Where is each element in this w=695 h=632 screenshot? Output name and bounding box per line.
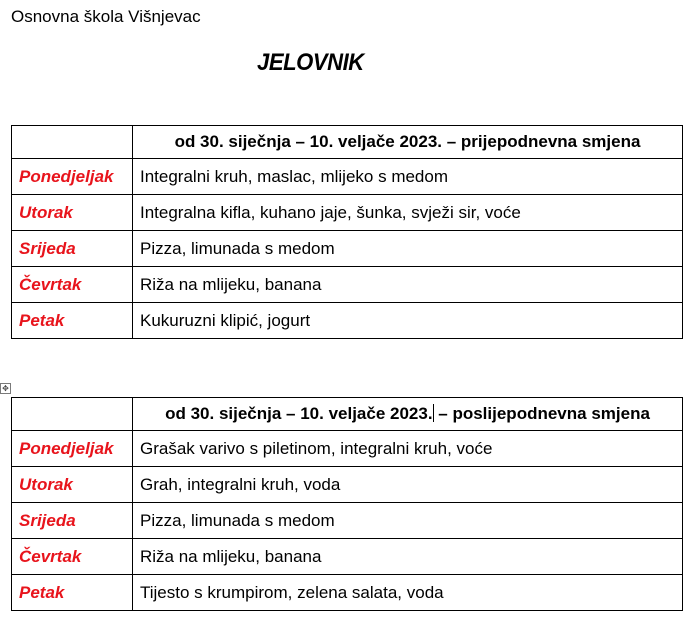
- day-cell[interactable]: Ponedjeljak: [12, 159, 133, 195]
- meal-cell[interactable]: Integralni kruh, maslac, mlijeko s medom: [133, 159, 683, 195]
- period-header[interactable]: od 30. siječnja – 10. veljače 2023. – prijepodnevna smjena: [133, 126, 683, 159]
- period-header[interactable]: [133, 398, 683, 431]
- table-corner-cell[interactable]: [12, 398, 133, 431]
- school-name: Osnovna škola Višnjevac: [11, 7, 201, 26]
- meal-cell[interactable]: Riža na mlijeku, banana: [133, 539, 683, 575]
- meal-cell[interactable]: Grašak varivo s piletinom, integralni kruh, voće: [133, 431, 683, 467]
- table-row: [12, 503, 683, 539]
- table-row: [12, 303, 683, 339]
- table-row: [12, 431, 683, 467]
- day-cell[interactable]: Utorak: [12, 467, 133, 503]
- day-cell[interactable]: Petak: [12, 303, 133, 339]
- move-icon[interactable]: ✥: [0, 383, 11, 394]
- day-cell[interactable]: Ponedjeljak: [12, 431, 133, 467]
- day-cell[interactable]: Petak: [12, 575, 133, 611]
- table-row: [12, 467, 683, 503]
- meal-cell[interactable]: Tijesto s krumpirom, zelena salata, voda: [133, 575, 683, 611]
- meal-cell[interactable]: Kukuruzni klipić, jogurt: [133, 303, 683, 339]
- document-title: JELOVNIK: [257, 49, 364, 76]
- meal-cell[interactable]: Grah, integralni kruh, voda: [133, 467, 683, 503]
- menu-table-morning: [11, 125, 683, 339]
- table-row: [12, 575, 683, 611]
- table-header-row: [12, 126, 683, 159]
- day-cell[interactable]: Čevrtak: [12, 539, 133, 575]
- day-cell[interactable]: Utorak: [12, 195, 133, 231]
- meal-cell[interactable]: Riža na mlijeku, banana: [133, 267, 683, 303]
- meal-cell[interactable]: Pizza, limunada s medom: [133, 231, 683, 267]
- day-cell[interactable]: Srijeda: [12, 231, 133, 267]
- table-row: [12, 195, 683, 231]
- table-corner-cell[interactable]: [12, 126, 133, 159]
- meal-cell[interactable]: Pizza, limunada s medom: [133, 503, 683, 539]
- table-row: [12, 159, 683, 195]
- table-row: [12, 267, 683, 303]
- day-cell[interactable]: Čevrtak: [12, 267, 133, 303]
- menu-table-afternoon: [11, 397, 683, 611]
- period-header-part2: – poslijepodnevna smjena: [433, 404, 650, 423]
- day-cell[interactable]: Srijeda: [12, 503, 133, 539]
- table-row: [12, 539, 683, 575]
- table-header-row: [12, 398, 683, 431]
- meal-cell[interactable]: Integralna kifla, kuhano jaje, šunka, svježi sir, voće: [133, 195, 683, 231]
- period-header-part1: od 30. siječnja – 10. veljače 2023.: [165, 404, 433, 423]
- table-row: [12, 231, 683, 267]
